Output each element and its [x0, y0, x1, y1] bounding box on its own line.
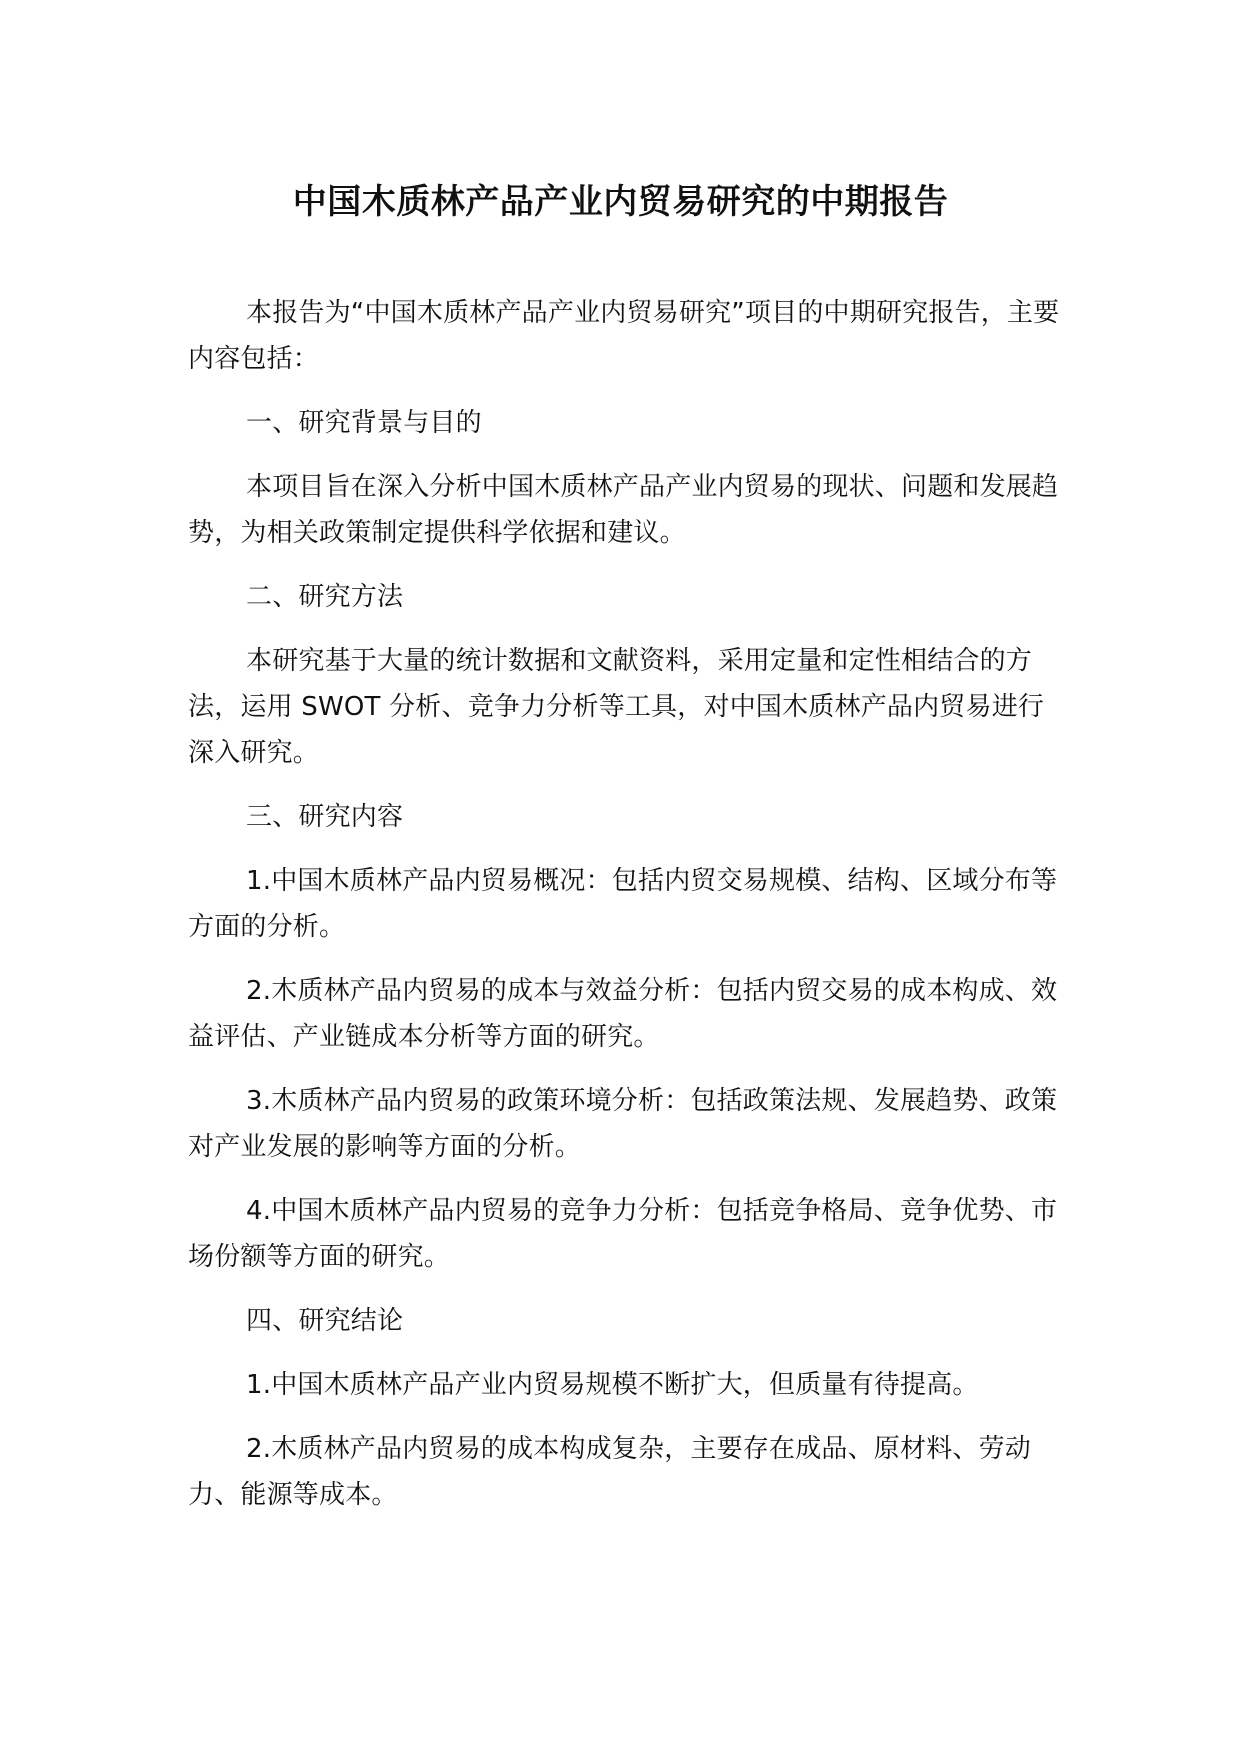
conclusion-item-2: 2.木质林产品内贸易的成本构成复杂，主要存在成品、原材料、劳动力、能源等成本。 — [188, 1434, 1032, 1510]
content-item-3: 3.木质林产品内贸易的政策环境分析：包括政策法规、发展趋势、政策对产业发展的影响等方面的分析。 — [188, 1086, 1058, 1162]
content-item-1: 1.中国木质林产品内贸易概况：包括内贸交易规模、结构、区域分布等方面的分析。 — [188, 866, 1058, 942]
document-title: 中国木质林产品产业内贸易研究的中期报告 — [292, 182, 949, 222]
content-item-2: 2.木质林产品内贸易的成本与效益分析：包括内贸交易的成本构成、效益评估、产业链成本分析等方面的研究。 — [188, 976, 1058, 1052]
section-heading-content: 三、研究内容 — [246, 802, 404, 832]
methods-paragraph: 本研究基于大量的统计数据和文献资料，采用定量和定性相结合的方法，运用 SWOT 分析、竞争力分析等工具，对中国木质林产品内贸易进行深入研究。 — [188, 646, 1045, 768]
section-heading-methods: 二、研究方法 — [246, 582, 404, 612]
content-item-4: 4.中国木质林产品内贸易的竞争力分析：包括竞争格局、竞争优势、市场份额等方面的研究。 — [188, 1196, 1058, 1272]
section-heading-conclusions: 四、研究结论 — [246, 1306, 404, 1336]
background-paragraph: 本项目旨在深入分析中国木质林产品产业内贸易的现状、问题和发展趋势，为相关政策制定提供科学依据和建议。 — [188, 472, 1059, 548]
section-heading-background: 一、研究背景与目的 — [246, 408, 482, 438]
document-body — [188, 290, 1068, 1536]
conclusion-item-1: 1.中国木质林产品产业内贸易规模不断扩大，但质量有待提高。 — [246, 1370, 979, 1400]
intro-paragraph: 本报告为“中国木质林产品产业内贸易研究”项目的中期研究报告，主要内容包括： — [188, 298, 1060, 374]
